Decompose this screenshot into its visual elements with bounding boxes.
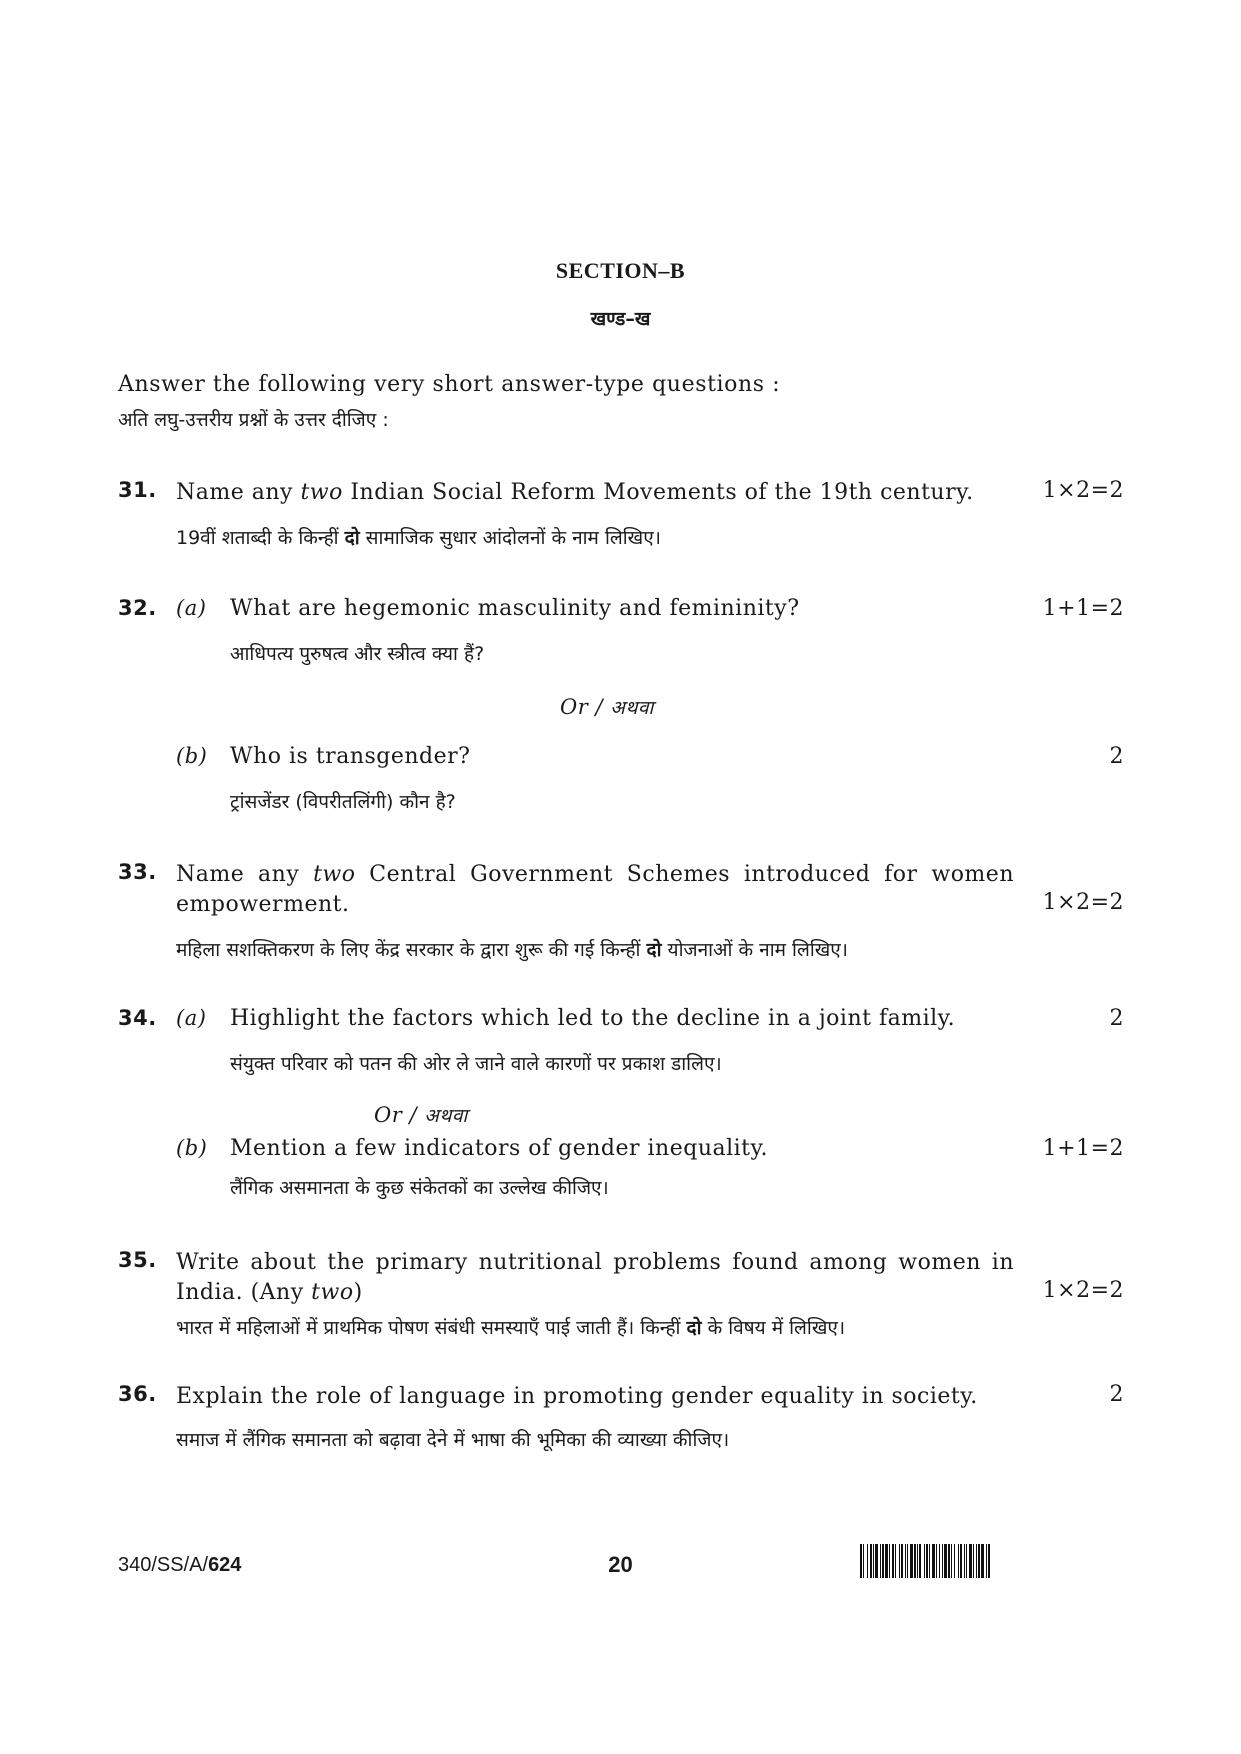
option-b-text-english: Who is transgender? <box>230 744 471 769</box>
question-number: 31. <box>118 478 157 502</box>
question-text-hindi: समाज में लैंगिक समानता को बढ़ावा देने में भाषा की भूमिका की व्याख्या कीजिए। <box>176 1429 730 1451</box>
question-text-english: Write about the primary nutritional problems found among women in India. (Any two) <box>176 1250 1014 1305</box>
question-text-hindi: 19वीं शताब्दी के किन्हीं दो सामाजिक सुधार आंदोलनों के नाम लिखिए। <box>176 527 661 549</box>
section-title: SECTION–B <box>555 258 686 283</box>
option-a-text-hindi: संयुक्त परिवार को पतन की ओर ले जाने वाले कारणों पर प्रकाश डालिए। <box>230 1053 722 1075</box>
question-number: 36. <box>118 1382 157 1406</box>
option-b-marks: 1+1=2 <box>1042 1136 1124 1161</box>
option-a-marks: 2 <box>1109 1006 1124 1031</box>
question-marks: 1×2=2 <box>1042 890 1124 915</box>
question-text-hindi: महिला सशक्तिकरण के लिए केंद्र सरकार के द्वारा शुरू की गई किन्हीं दो योजनाओं के नाम लिखिए। <box>176 939 848 961</box>
question-number: 33. <box>118 860 157 884</box>
option-b-text-hindi: लैंगिक असमानता के कुछ संकेतकों का उल्लेख कीजिए। <box>230 1177 609 1199</box>
option-b-label: (b) <box>176 1136 208 1160</box>
option-a-text-english: What are hegemonic masculinity and femininity? <box>230 596 800 621</box>
option-b-label: (b) <box>176 744 208 768</box>
option-a-label: (a) <box>176 596 207 620</box>
question-text-english: Name any two Central Government Schemes introduced for women empowerment. <box>176 862 1014 917</box>
paper-code: 340/SS/A/624 <box>118 1554 242 1576</box>
question-text-hindi: भारत में महिलाओं में प्राथमिक पोषण संबंधी समस्याएँ पाई जाती हैं। किन्हीं दो के विषय में लिखिए। <box>176 1317 846 1339</box>
question-marks: 1×2=2 <box>1042 1278 1124 1303</box>
option-a-text-english: Highlight the factors which led to the decline in a joint family. <box>230 1006 956 1031</box>
instructions-english: Answer the following very short answer-type questions : <box>118 372 781 397</box>
question-marks: 2 <box>1109 1382 1124 1407</box>
barcode-icon <box>860 1544 1124 1578</box>
option-a-text-hindi: आधिपत्य पुरुषत्व और स्त्रीत्व क्या हैं? <box>230 643 485 665</box>
option-b-text-english: Mention a few indicators of gender inequality. <box>230 1136 769 1161</box>
option-a-marks: 1+1=2 <box>1042 596 1124 621</box>
question-text-english: Explain the role of language in promoting gender equality in society. <box>176 1384 978 1409</box>
or-divider: Or / अथवा <box>374 1103 468 1127</box>
instructions <box>118 370 780 440</box>
question-number: 34. <box>118 1006 157 1030</box>
section-title-hindi: खण्ड–ख <box>590 308 651 330</box>
question-number: 35. <box>118 1248 157 1272</box>
option-a-label: (a) <box>176 1006 207 1030</box>
question-text-english: Name any two Indian Social Reform Movements of the 19th century. <box>176 480 974 505</box>
page-number: 20 <box>608 1552 633 1577</box>
or-divider: Or / अथवा <box>560 695 654 719</box>
option-b-marks: 2 <box>1109 744 1124 769</box>
option-b-text-hindi: ट्रांसजेंडर (विपरीतलिंगी) कौन है? <box>230 791 456 813</box>
instructions-hindi: अति लघु-उत्तरीय प्रश्नों के उत्तर दीजिए : <box>118 409 389 431</box>
question-number: 32. <box>118 596 157 620</box>
question-marks: 1×2=2 <box>1042 478 1124 503</box>
